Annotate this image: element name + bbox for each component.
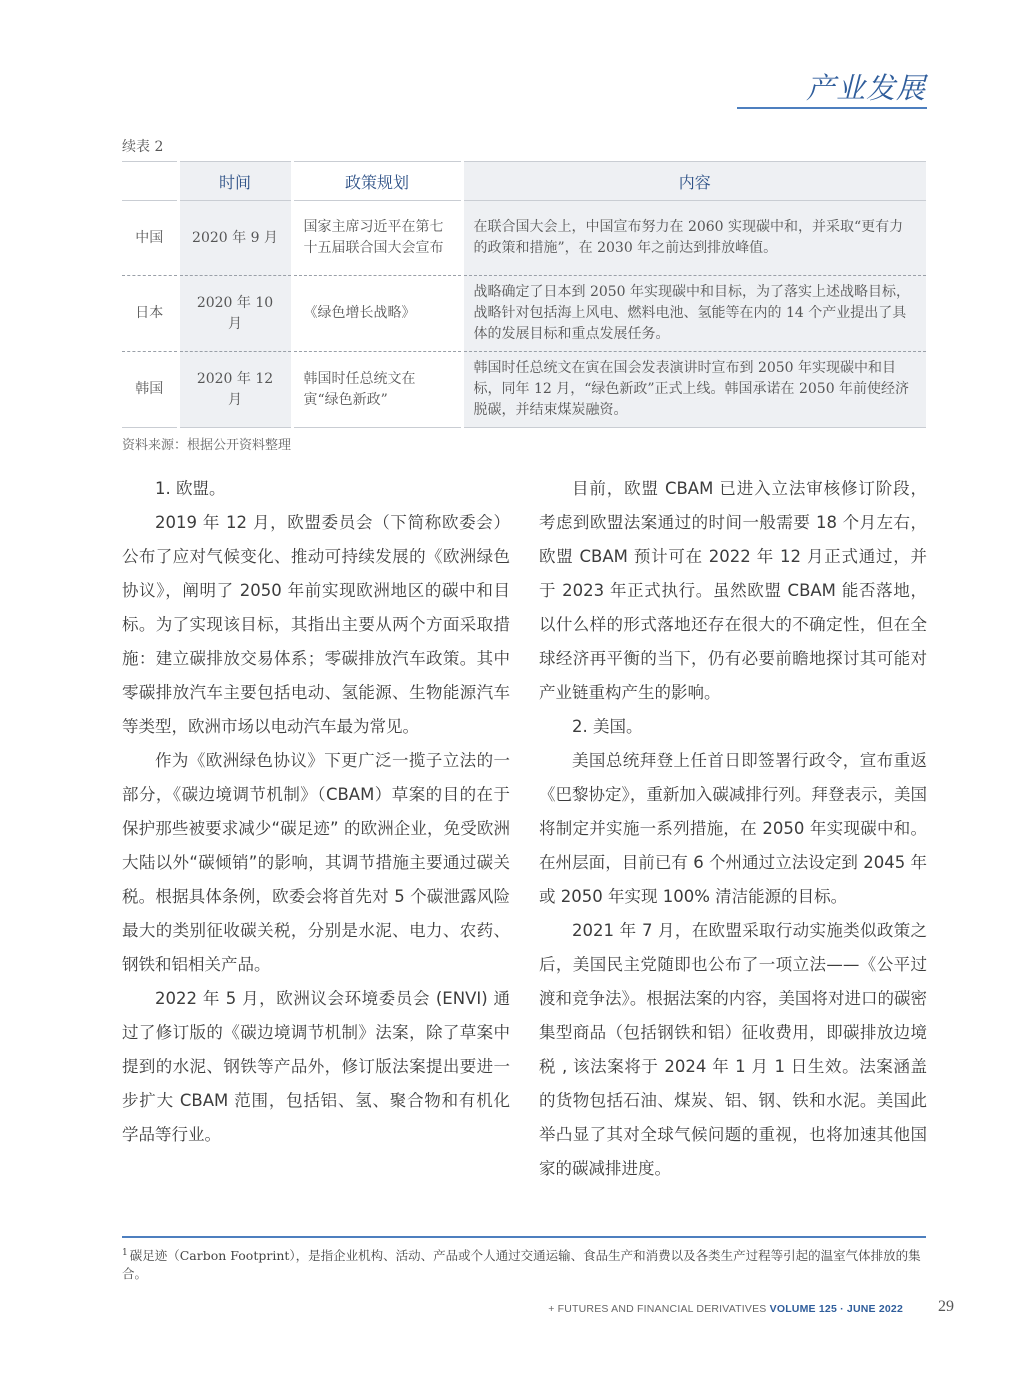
table-cell-time: 2020 年 9 月	[178, 201, 292, 276]
footnote-rule	[122, 1236, 926, 1238]
publication-name: + FUTURES AND FINANCIAL DERIVATIVES	[548, 1303, 767, 1315]
table-cell-country: 日本	[122, 276, 178, 352]
page-number: 29	[938, 1298, 954, 1315]
footnote-text: 碳足迹（Carbon Footprint），是指企业机构、活动、产品或个人通过交通运输、食品生产和消费以及各类生产过程等引起的温室气体排放的集合。	[122, 1248, 921, 1282]
table-cell-policy: 《绿色增长战略》	[292, 276, 462, 352]
table-header-content: 内容	[462, 162, 926, 201]
right-column	[539, 472, 927, 1186]
body-paragraph: 作为《欧洲绿色协议》下更广泛一揽子立法的一部分，《碳边境调节机制》（CBAM）草案的目的在于保护那些被要求减少“碳足迹” 的欧洲企业，免受欧洲大陆以外“碳倾销”的影响，其调节措施主要通过碳关税。根据具体条例，欧委会将首先对 5 个碳泄露风险最大的类别征收碳关税，分别是水泥、电力、农药、钢铁和铝相关产品。	[122, 751, 510, 974]
footnote	[122, 1244, 928, 1283]
table-caption: 续表 2	[122, 139, 164, 155]
table-row	[122, 276, 926, 352]
body-paragraph: 目前，欧盟 CBAM 已进入立法审核修订阶段，考虑到欧盟法案通过的时间一般需要 18 个月左右，欧盟 CBAM 预计可在 2022 年 12 月正式通过，并于 2023 年正式执行。虽然欧盟 CBAM 能否落地，以什么样的形式落地还存在很大的不确定性，但在全球经济再平衡的当下，仍有必要前瞻地探讨其可能对产业链重构产生的影响。	[539, 479, 927, 702]
section-title: 产业发展	[805, 71, 926, 105]
footnote-marker: 1	[122, 1248, 128, 1258]
table-row	[122, 201, 926, 276]
table-cell-country: 韩国	[122, 352, 178, 428]
table-cell-country: 中国	[122, 201, 178, 276]
table-source-note: 资料来源：根据公开资料整理	[122, 438, 292, 453]
table-header-country	[122, 162, 178, 201]
volume-issue: VOLUME 125 · JUNE 2022	[769, 1303, 903, 1315]
table-cell-time: 2020 年 12 月	[178, 352, 292, 428]
table-cell-content: 战略确定了日本到 2050 年实现碳中和目标，为了落实上述战略目标，战略针对包括海上风电、燃料电池、氢能等在内的 14 个产业提出了具体的发展目标和重点发展任务。	[462, 276, 926, 352]
table-cell-policy: 国家主席习近平在第七十五届联合国大会宣布	[292, 201, 462, 276]
heading-us: 2. 美国。	[572, 717, 643, 736]
table-cell-policy: 韩国时任总统文在寅“绿色新政”	[292, 352, 462, 428]
table-header-time: 时间	[178, 162, 292, 201]
body-paragraph: 2022 年 5 月，欧洲议会环境委员会 (ENVI) 通过了修订版的《碳边境调节机制》法案，除了草案中提到的水泥、钢铁等产品外，修订版法案提出要进一步扩大 CBAM 范围，包括铝、氢、聚合物和有机化学品等行业。	[122, 989, 510, 1144]
left-column	[122, 472, 510, 1152]
table-header-row	[122, 162, 926, 201]
running-footer	[548, 1303, 903, 1315]
section-title-rule	[737, 107, 927, 109]
table-header-policy: 政策规划	[292, 162, 462, 201]
table-cell-content: 在联合国大会上，中国宣布努力在 2060 实现碳中和，并采取“更有力的政策和措施”，在 2030 年之前达到排放峰值。	[462, 201, 926, 276]
table-cell-time: 2020 年 10 月	[178, 276, 292, 352]
body-paragraph: 2019 年 12 月，欧盟委员会（下简称欧委会）公布了应对气候变化、推动可持续发展的《欧洲绿色协议》，阐明了 2050 年前实现欧洲地区的碳中和目标。为了实现该目标，其指出主要从两个方面采取措施：建立碳排放交易体系；零碳排放汽车政策。其中零碳排放汽车主要包括电动、氢能源、生物能源汽车等类型，欧洲市场以电动汽车最为常见。	[122, 513, 510, 736]
heading-eu: 1. 欧盟。	[155, 479, 226, 498]
table-row	[122, 352, 926, 428]
body-paragraph: 2021 年 7 月，在欧盟采取行动实施类似政策之后，美国民主党随即也公布了一项立法——《公平过渡和竞争法》。根据法案的内容，美国将对进口的碳密集型商品（包括钢铁和铝）征收费用，即碳排放边境税 , 该法案将于 2024 年 1 月 1 日生效。法案涵盖的货物包括石油、煤炭、铝、钢、铁和水泥。美国此举凸显了其对全球气候问题的重视，也将加速其他国家的碳减排进度。	[539, 921, 927, 1178]
table-cell-content: 韩国时任总统文在寅在国会发表演讲时宣布到 2050 年实现碳中和目标，同年 12 月，“绿色新政”正式上线。韩国承诺在 2050 年前使经济脱碳，并结束煤炭融资。	[462, 352, 926, 428]
body-paragraph: 美国总统拜登上任首日即签署行政令，宣布重返《巴黎协定》，重新加入碳减排行列。拜登表示，美国将制定并实施一系列措施，在 2050 年实现碳中和。在州层面，目前已有 6 个州通过立法设定到 2045 年或 2050 年实现 100% 清洁能源的目标。	[539, 751, 927, 906]
policy-table	[122, 161, 926, 428]
